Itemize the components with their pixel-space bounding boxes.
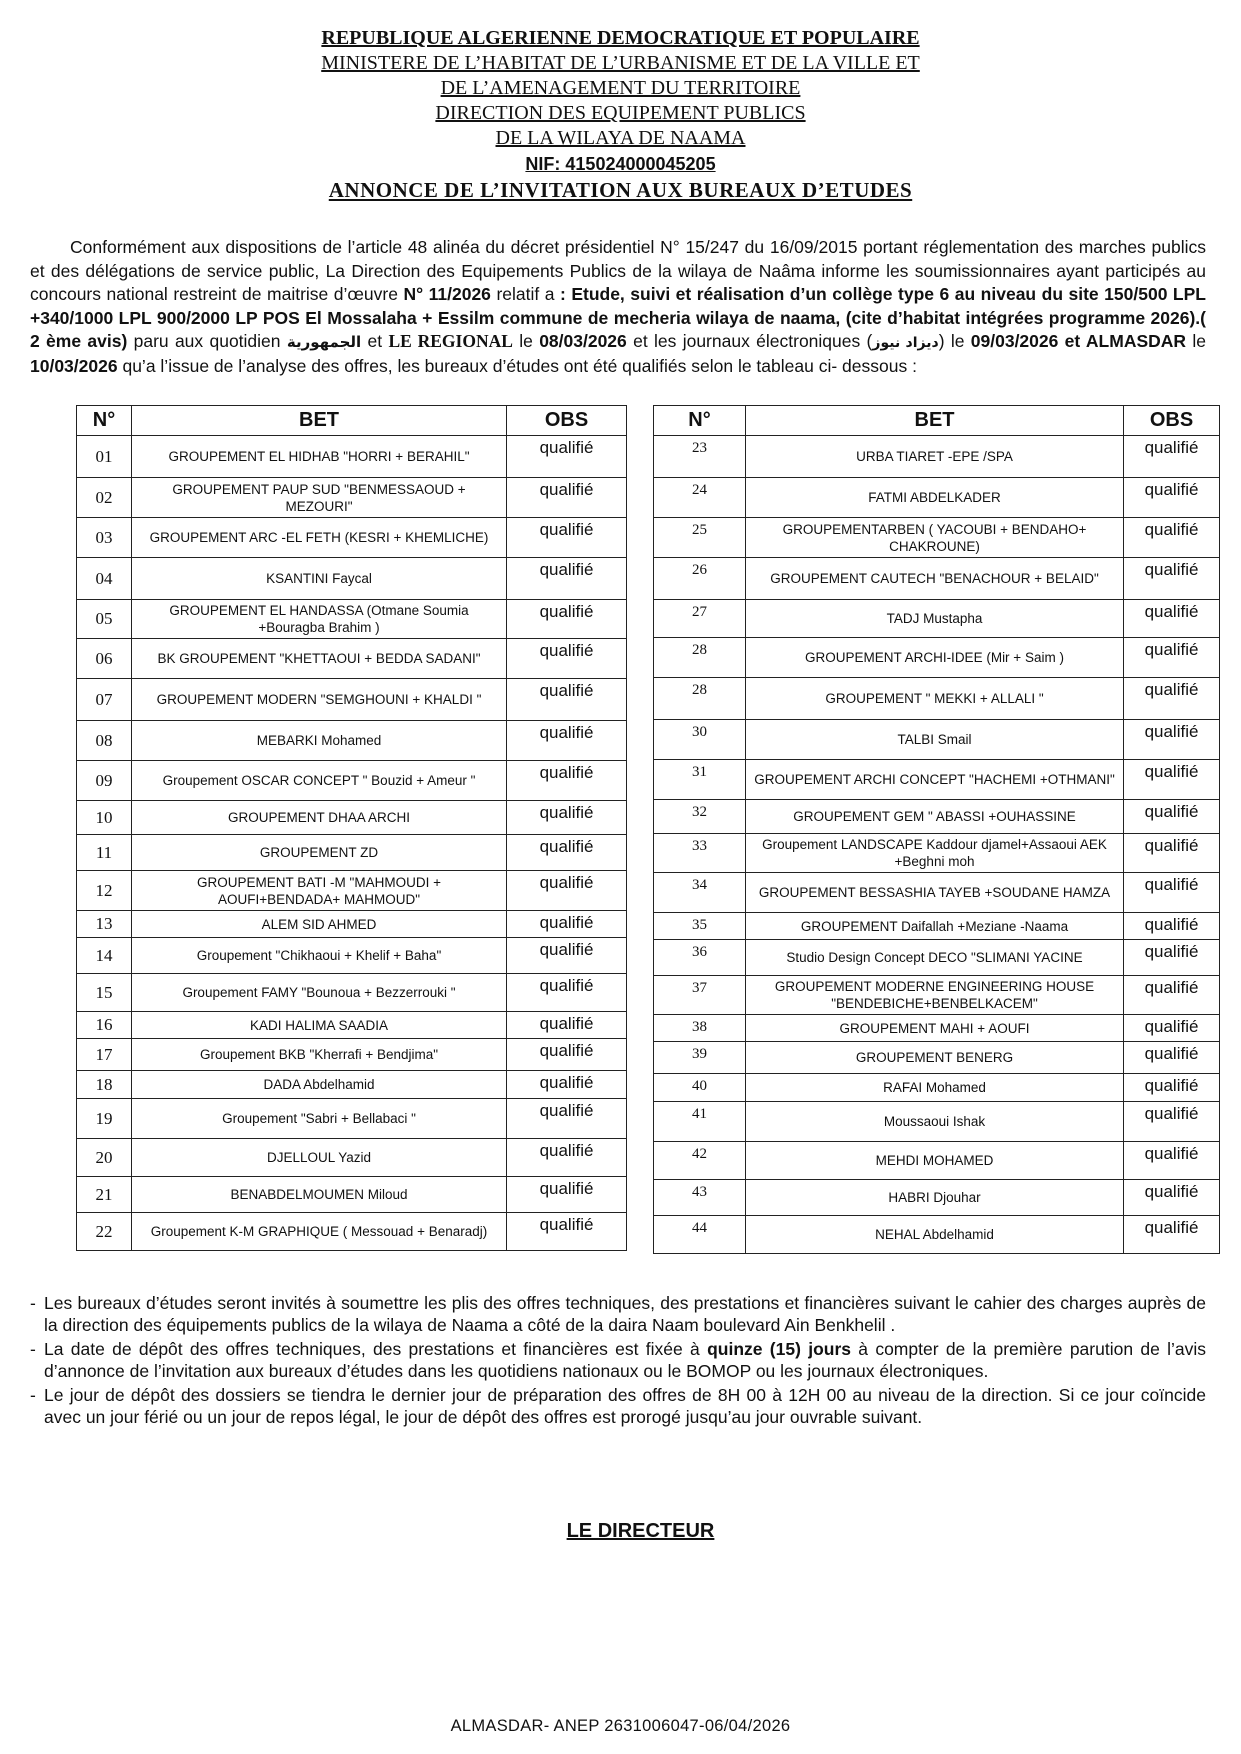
table-row (77, 478, 627, 518)
qualified-bet-table-right (653, 405, 1220, 1254)
bet-number: 31 (654, 760, 746, 800)
bet-number: 12 (77, 871, 132, 911)
obs-status: qualifié (1124, 976, 1220, 1015)
table-header-row (77, 406, 627, 436)
bet-number: 09 (77, 761, 132, 801)
table-row (77, 911, 627, 938)
bet-name: BK GROUPEMENT "KHETTAOUI + BEDDA SADANI" (132, 639, 507, 679)
bet-number: 02 (77, 478, 132, 518)
bet-name: RAFAI Mohamed (746, 1074, 1124, 1102)
bet-number: 15 (77, 974, 132, 1012)
table-row (654, 760, 1220, 800)
bet-number: 20 (77, 1139, 132, 1177)
bet-name: GROUPEMENT BATI -M "MAHMOUDI + AOUFI+BENDADA+ MAHMOUD" (132, 871, 507, 911)
table-row (77, 1039, 627, 1071)
bet-name: TALBI Smail (746, 720, 1124, 760)
bet-number: 25 (654, 518, 746, 558)
obs-status: qualifié (1124, 518, 1220, 558)
table-row (77, 938, 627, 974)
obs-status: qualifié (507, 1012, 627, 1039)
bet-name: KADI HALIMA SAADIA (132, 1012, 507, 1039)
column-header-num: N° (654, 406, 746, 436)
bet-number: 23 (654, 436, 746, 478)
obs-status: qualifié (1124, 1015, 1220, 1042)
bet-number: 03 (77, 518, 132, 558)
obs-status: qualifié (1124, 1180, 1220, 1216)
bet-name: DJELLOUL Yazid (132, 1139, 507, 1177)
publication-date-1: 08/03/2026 (539, 331, 627, 351)
bet-name: MEHDI MOHAMED (746, 1142, 1124, 1180)
bet-number: 40 (654, 1074, 746, 1102)
bet-name: GROUPEMENT BENERG (746, 1042, 1124, 1074)
obs-status: qualifié (1124, 873, 1220, 913)
intro-text: paru aux quotidien (133, 331, 281, 351)
obs-status: qualifié (1124, 436, 1220, 478)
bet-name: GROUPEMENT PAUP SUD "BENMESSAOUD + MEZOURI" (132, 478, 507, 518)
table-row (77, 639, 627, 679)
deadline-text: à compter de la première parution de l’avis d’annonce de l’invitation aux bureaux d’études dans les quotidiens nationaux ou le BOMOP ou les journaux électroniques. (44, 1339, 1206, 1381)
table-row (77, 558, 627, 600)
obs-status: qualifié (507, 1099, 627, 1139)
intro-text: et les journaux électroniques ( (633, 331, 873, 351)
bet-name: GROUPEMENTARBEN ( YACOUBI + BENDAHO+ CHAKROUNE) (746, 518, 1124, 558)
obs-status: qualifié (1124, 940, 1220, 976)
table-row (77, 801, 627, 835)
bet-name: BENABDELMOUMEN Miloud (132, 1177, 507, 1213)
bet-name: ALEM SID AHMED (132, 911, 507, 938)
intro-text: qu’a l’issue de l’analyse des offres, les bureaux d’études ont été qualifiés selon le tableau ci- dessous : (122, 355, 917, 376)
contest-reference: N° 11/2026 (403, 284, 491, 304)
obs-status: qualifié (507, 518, 627, 558)
condition-submission: Les bureaux d’études seront invités à soumettre les plis des offres techniques, des prestations et financières suivant le cahier des charges auprès de la direction des équipements publics de la wilaya de Naama a côté de la daira Naam boulevard Ain Benkhelil . (44, 1293, 1206, 1335)
obs-status: qualifié (1124, 558, 1220, 600)
bet-number: 38 (654, 1015, 746, 1042)
obs-status: qualifié (507, 639, 627, 679)
header-direction: DIRECTION DES EQUIPEMENT PUBLICS (435, 102, 806, 124)
bet-name: NEHAL Abdelhamid (746, 1216, 1124, 1254)
obs-status: qualifié (507, 478, 627, 518)
document-header (0, 26, 1241, 203)
bet-number: 41 (654, 1102, 746, 1142)
intro-paragraph (30, 236, 1206, 378)
bet-name: GROUPEMENT CAUTECH "BENACHOUR + BELAID" (746, 558, 1124, 600)
intro-text: ) le (938, 331, 965, 351)
bet-name: Groupement LANDSCAPE Kaddour djamel+Assaoui AEK +Beghni moh (746, 834, 1124, 873)
bet-number: 05 (77, 600, 132, 639)
bet-name: GROUPEMENT DHAA ARCHI (132, 801, 507, 835)
table-row (654, 678, 1220, 720)
bet-number: 43 (654, 1180, 746, 1216)
table-row (654, 1180, 1220, 1216)
bet-number: 42 (654, 1142, 746, 1180)
bet-number: 44 (654, 1216, 746, 1254)
table-row (77, 1099, 627, 1139)
table-row (654, 558, 1220, 600)
obs-status: qualifié (507, 801, 627, 835)
header-ministry-cont: DE L’AMENAGEMENT DU TERRITOIRE (440, 77, 801, 99)
bet-number: 37 (654, 976, 746, 1015)
bet-name: GROUPEMENT " MEKKI + ALLALI " (746, 678, 1124, 720)
obs-status: qualifié (507, 871, 627, 911)
bet-name: URBA TIARET -EPE /SPA (746, 436, 1124, 478)
publication-date-2: 09/03/2026 et ALMASDAR (970, 331, 1187, 351)
obs-status: qualifié (1124, 678, 1220, 720)
condition-item (30, 1384, 1206, 1428)
obs-status: qualifié (1124, 800, 1220, 834)
bet-name: Groupement "Sabri + Bellabaci " (132, 1099, 507, 1139)
header-republic: REPUBLIQUE ALGERIENNE DEMOCRATIQUE ET POPULAIRE (321, 27, 920, 49)
bet-name: MEBARKI Mohamed (132, 721, 507, 761)
qualified-bet-table-left (76, 405, 627, 1251)
obs-status: qualifié (1124, 760, 1220, 800)
publication-date-3: 10/03/2026 (30, 355, 118, 376)
table-row (654, 1142, 1220, 1180)
bet-name: GROUPEMENT EL HIDHAB "HORRI + BERAHIL" (132, 436, 507, 478)
obs-status: qualifié (507, 1139, 627, 1177)
bet-number: 18 (77, 1071, 132, 1099)
bet-number: 22 (77, 1213, 132, 1251)
obs-status: qualifié (1124, 1102, 1220, 1142)
publication-footer: ALMASDAR- ANEP 2631006047-06/04/2026 (450, 1717, 791, 1735)
bet-name: HABRI Djouhar (746, 1180, 1124, 1216)
table-row (77, 1012, 627, 1039)
bet-name: DADA Abdelhamid (132, 1071, 507, 1099)
bet-name: KSANTINI Faycal (132, 558, 507, 600)
bet-number: 28 (654, 638, 746, 678)
obs-status: qualifié (1124, 1074, 1220, 1102)
bet-name: GROUPEMENT GEM " ABASSI +OUHASSINE (746, 800, 1124, 834)
bet-number: 35 (654, 913, 746, 940)
table-row (654, 436, 1220, 478)
condition-item (30, 1292, 1206, 1336)
bet-name: Moussaoui Ishak (746, 1102, 1124, 1142)
table-row (654, 834, 1220, 873)
condition-deposit-day: Le jour de dépôt des dossiers se tiendra le dernier jour de préparation des offres de 8H 00 à 12H 00 au niveau de la direction. Si ce jour coïncide avec un jour férié ou un jour de repos légal, le jour de dépôt des offres est prorogé jusqu’au jour ouvrable suivant. (44, 1385, 1206, 1427)
deadline-duration: quinze (15) jours (707, 1339, 851, 1359)
obs-status: qualifié (507, 974, 627, 1012)
bet-number: 24 (654, 478, 746, 518)
table-row (77, 1213, 627, 1251)
column-header-bet: BET (132, 406, 507, 436)
obs-status: qualifié (1124, 834, 1220, 873)
bet-number: 14 (77, 938, 132, 974)
table-row (77, 1177, 627, 1213)
obs-status: qualifié (507, 721, 627, 761)
table-row (77, 871, 627, 911)
bet-name: GROUPEMENT MODERNE ENGINEERING HOUSE "BENDEBICHE+BENBELKACEM" (746, 976, 1124, 1015)
obs-status: qualifié (507, 679, 627, 721)
bet-number: 04 (77, 558, 132, 600)
bet-number: 10 (77, 801, 132, 835)
obs-status: qualifié (507, 1071, 627, 1099)
bet-name: GROUPEMENT Daifallah +Meziane -Naama (746, 913, 1124, 940)
column-header-obs: OBS (507, 406, 627, 436)
table-row (77, 721, 627, 761)
bet-number: 39 (654, 1042, 746, 1074)
obs-status: qualifié (1124, 638, 1220, 678)
intro-text: Conformément aux dispositions de l’article 48 alinéa du décret présidentiel N° 15/247 du 16/09/2015 portant réglementation des marches publics et des délégations de service public, La Direction des Equipements Publics de la wilaya de Naâma informe les soumissionnaires ayant participés au concours national restreint de maitrise d’œuvre (30, 237, 1206, 304)
table-row (654, 1042, 1220, 1074)
document-title: ANNONCE DE L’INVITATION AUX BUREAUX D’ETUDES (328, 178, 913, 202)
table-row (654, 913, 1220, 940)
header-wilaya: DE LA WILAYA DE NAAMA (495, 127, 746, 149)
obs-status: qualifié (507, 761, 627, 801)
table-row (654, 600, 1220, 638)
table-row (654, 940, 1220, 976)
bet-name: Groupement "Chikhaoui + Khelif + Baha" (132, 938, 507, 974)
table-row (654, 638, 1220, 678)
obs-status: qualifié (1124, 600, 1220, 638)
bet-name: GROUPEMENT MODERN "SEMGHOUNI + KHALDI " (132, 679, 507, 721)
bullet-dash: - (30, 1339, 36, 1359)
obs-status: qualifié (507, 558, 627, 600)
bet-name: TADJ Mustapha (746, 600, 1124, 638)
obs-status: qualifié (1124, 720, 1220, 760)
table-row (77, 1139, 627, 1177)
obs-status: qualifié (507, 1177, 627, 1213)
bet-number: 34 (654, 873, 746, 913)
table-row (654, 720, 1220, 760)
table-row (77, 436, 627, 478)
bet-number: 11 (77, 835, 132, 871)
bet-number: 21 (77, 1177, 132, 1213)
bet-number: 07 (77, 679, 132, 721)
table-row (77, 974, 627, 1012)
table-row (654, 1015, 1220, 1042)
bet-name: GROUPEMENT ZD (132, 835, 507, 871)
table-row (654, 873, 1220, 913)
deadline-text: La date de dépôt des offres techniques, des prestations et financières est fixée à (44, 1339, 700, 1359)
bet-name: Groupement K-M GRAPHIQUE ( Messouad + Benaradj) (132, 1213, 507, 1251)
intro-text: relatif a (496, 284, 555, 304)
obs-status: qualifié (507, 835, 627, 871)
bet-number: 17 (77, 1039, 132, 1071)
table-row (77, 835, 627, 871)
bet-name: GROUPEMENT EL HANDASSA (Otmane Soumia +Bouragba Brahim ) (132, 600, 507, 639)
intro-text: le (1192, 331, 1206, 351)
table-row (654, 800, 1220, 834)
bet-number: 19 (77, 1099, 132, 1139)
obs-status: qualifié (507, 600, 627, 639)
bet-number: 33 (654, 834, 746, 873)
obs-status: qualifié (507, 436, 627, 478)
bet-number: 30 (654, 720, 746, 760)
obs-status: qualifié (1124, 1042, 1220, 1074)
table-row (77, 679, 627, 721)
obs-status: qualifié (507, 1039, 627, 1071)
table-row (77, 1071, 627, 1099)
conditions-list (30, 1292, 1206, 1430)
signature-title: LE DIRECTEUR (566, 1520, 715, 1542)
table-row (654, 1216, 1220, 1254)
bet-name: Studio Design Concept DECO "SLIMANI YACINE (746, 940, 1124, 976)
obs-status: qualifié (507, 1213, 627, 1251)
newspaper-el-djoumhouria: الجمهورية (286, 334, 362, 351)
bet-number: 08 (77, 721, 132, 761)
bet-number: 36 (654, 940, 746, 976)
newspaper-le-regional: LE REGIONAL (388, 331, 513, 351)
table-row (654, 1074, 1220, 1102)
table-row (77, 761, 627, 801)
obs-status: qualifié (507, 938, 627, 974)
bet-number: 26 (654, 558, 746, 600)
bet-name: Groupement OSCAR CONCEPT " Bouzid + Ameur " (132, 761, 507, 801)
header-nif: NIF: 415024000045205 (525, 154, 716, 174)
bet-name: GROUPEMENT ARCHI CONCEPT "HACHEMI +OTHMANI" (746, 760, 1124, 800)
newspaper-dzair-news: ديزاد نيوز (872, 334, 939, 350)
table-row (77, 600, 627, 639)
header-ministry: MINISTERE DE L’HABITAT DE L’URBANISME ET DE LA VILLE ET (321, 52, 920, 74)
bet-name: Groupement FAMY "Bounoua + Bezzerrouki " (132, 974, 507, 1012)
project-object: : Etude, suivi et réalisation d’un collège type 6 au niveau du site 150/500 LPL +340/1000 LPL 900/2000 LP POS El Mossalaha + Essilm commune de mecheria wilaya de naama, (cite d’habitat intégrées programme 2026).( 2 ème avis) (30, 284, 1206, 351)
intro-text: et (367, 331, 383, 351)
condition-item (30, 1338, 1206, 1382)
table-row (654, 1102, 1220, 1142)
bullet-dash: - (30, 1293, 36, 1313)
bet-name: FATMI ABDELKADER (746, 478, 1124, 518)
table-row (77, 518, 627, 558)
column-header-num: N° (77, 406, 132, 436)
obs-status: qualifié (1124, 478, 1220, 518)
obs-status: qualifié (1124, 913, 1220, 940)
bet-name: GROUPEMENT ARCHI-IDEE (Mir + Saim ) (746, 638, 1124, 678)
bet-name: GROUPEMENT MAHI + AOUFI (746, 1015, 1124, 1042)
obs-status: qualifié (507, 911, 627, 938)
bullet-dash: - (30, 1385, 36, 1405)
table-row (654, 976, 1220, 1015)
bet-name: GROUPEMENT BESSASHIA TAYEB +SOUDANE HAMZA (746, 873, 1124, 913)
bet-number: 27 (654, 600, 746, 638)
bet-number: 32 (654, 800, 746, 834)
table-header-row (654, 406, 1220, 436)
intro-text: le (519, 331, 533, 351)
bet-number: 06 (77, 639, 132, 679)
table-row (654, 478, 1220, 518)
table-row (654, 518, 1220, 558)
condition-deadline (44, 1338, 1206, 1382)
bet-number: 28 (654, 678, 746, 720)
bet-name: Groupement BKB "Kherrafi + Bendjima" (132, 1039, 507, 1071)
column-header-obs: OBS (1124, 406, 1220, 436)
obs-status: qualifié (1124, 1142, 1220, 1180)
obs-status: qualifié (1124, 1216, 1220, 1254)
bet-number: 01 (77, 436, 132, 478)
bet-name: GROUPEMENT ARC -EL FETH (KESRI + KHEMLICHE) (132, 518, 507, 558)
column-header-bet: BET (746, 406, 1124, 436)
bet-number: 16 (77, 1012, 132, 1039)
signature-block (0, 1520, 1241, 1543)
bet-number: 13 (77, 911, 132, 938)
